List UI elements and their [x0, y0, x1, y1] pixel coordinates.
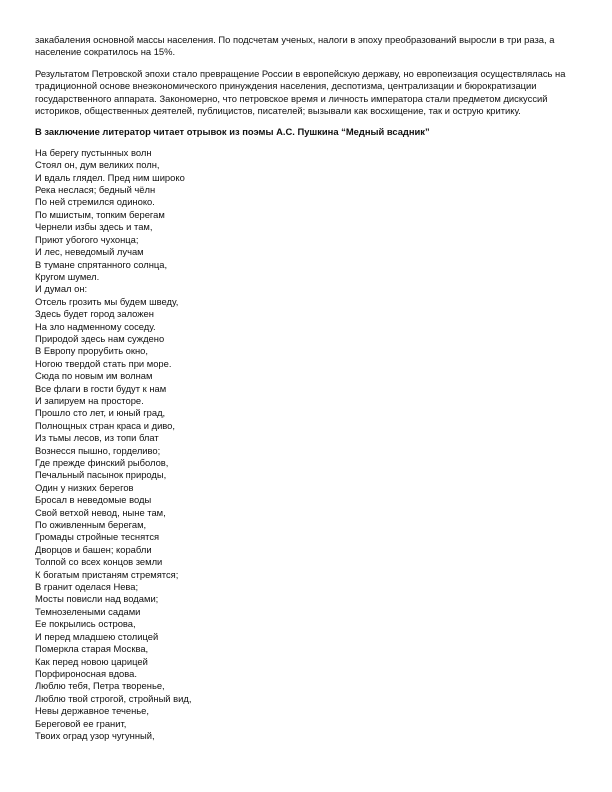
poem-line: Ее покрылись острова,	[35, 618, 136, 630]
poem-line: Природой здесь нам суждено	[35, 332, 165, 344]
poem-line: Кругом шумел.	[35, 270, 100, 282]
poem-line: Люблю твой строгой, стройный вид,	[35, 692, 192, 704]
poem-line: Печальный пасынок природы,	[35, 469, 167, 481]
poem-line: Люблю тебя, Петра творенье,	[35, 680, 165, 692]
poem-line: В Европу прорубить окно,	[35, 345, 148, 357]
poem-excerpt	[35, 147, 580, 743]
document-page	[35, 34, 580, 742]
poem-line: Дворцов и башен; корабли	[35, 543, 152, 555]
poem-line: Ногою твердой стать при море.	[35, 357, 172, 369]
poem-line: И думал он:	[35, 283, 88, 295]
poem-line: Громады стройные теснятся	[35, 531, 160, 543]
poem-line: Где прежде финский рыболов,	[35, 457, 169, 468]
paragraph-taxes: закабаления основной массы населения. По подсчетам ученых, налоги в эпоху преобразований выросли в три раза, а население сократилось на 15%.	[35, 34, 555, 58]
poem-line: В гранит оделася Нева;	[35, 581, 139, 593]
poem-line: Все флаги в гости будут к нам	[35, 382, 167, 394]
poem-line: И вдаль глядел. Пред ним широко	[35, 171, 185, 183]
poem-line: Темнозелеными садами	[35, 605, 141, 617]
poem-line: По ней стремился одиноко.	[35, 196, 155, 208]
poem-line: Мосты повисли над водами;	[35, 593, 159, 605]
poem-line: Здесь будет город заложен	[35, 308, 154, 320]
poem-line: По оживленным берегам,	[35, 519, 147, 531]
poem-line: Бросал в неведомые воды	[35, 494, 152, 506]
poem-heading: В заключение литератор читает отрывок из поэмы А.С. Пушкина “Медный всадник”	[35, 126, 430, 138]
poem-line: Сюда по новым им волнам	[35, 370, 153, 382]
poem-line: Из тьмы лесов, из топи блат	[35, 432, 159, 444]
poem-line: Вознесся пышно, горделиво;	[35, 444, 161, 456]
poem-line: Один у низких берегов	[35, 481, 134, 493]
poem-line: И запируем на просторе.	[35, 394, 144, 406]
poem-line: Река неслася; бедный чёлн	[35, 184, 156, 196]
poem-line: И лес, неведомый лучам	[35, 246, 144, 258]
paragraph-petrine-era-result: Результатом Петровской эпохи стало превращение России в европейскую державу, но европеизация осуществлялась на традиционной основе внеэкономического принуждения населения, деспотизма, централизации и бюрократизации государственного аппарата. Закономерно, что петровское время и личность императора стали предметом дискуссий историков, общественных деятелей, публицистов, писателей; вызывали как восхищение, так и острую критику.	[35, 67, 566, 117]
poem-line: Померкла старая Москва,	[35, 643, 149, 655]
poem-line: Твоих оград узор чугунный,	[35, 729, 155, 741]
poem-line: В тумане спрятанного солнца,	[35, 258, 168, 270]
poem-line: Порфироносная вдова.	[35, 667, 137, 679]
poem-line: Прошло сто лет, и юный град,	[35, 407, 166, 419]
poem-line: Толпой со всех концов земли	[35, 556, 163, 568]
poem-line: И перед младшею столицей	[35, 630, 159, 642]
poem-line: Как перед новою царицей	[35, 655, 148, 667]
poem-line: Чернели избы здесь и там,	[35, 221, 153, 233]
poem-line: На берегу пустынных волн	[35, 146, 152, 158]
poem-line: На зло надменному соседу.	[35, 320, 156, 332]
poem-line: По мшистым, топким берегам	[35, 208, 165, 220]
poem-line: Свой ветхой невод, ныне там,	[35, 506, 166, 518]
poem-line: К богатым пристаням стремятся;	[35, 568, 179, 580]
poem-line: Береговой ее гранит,	[35, 717, 127, 729]
poem-line: Стоял он, дум великих полн,	[35, 159, 160, 171]
poem-line: Невы державное теченье,	[35, 705, 149, 717]
poem-line: Полнощных стран краса и диво,	[35, 419, 175, 431]
poem-line: Отсель грозить мы будем шведу,	[35, 295, 179, 307]
poem-line: Приют убогого чухонца;	[35, 233, 139, 245]
